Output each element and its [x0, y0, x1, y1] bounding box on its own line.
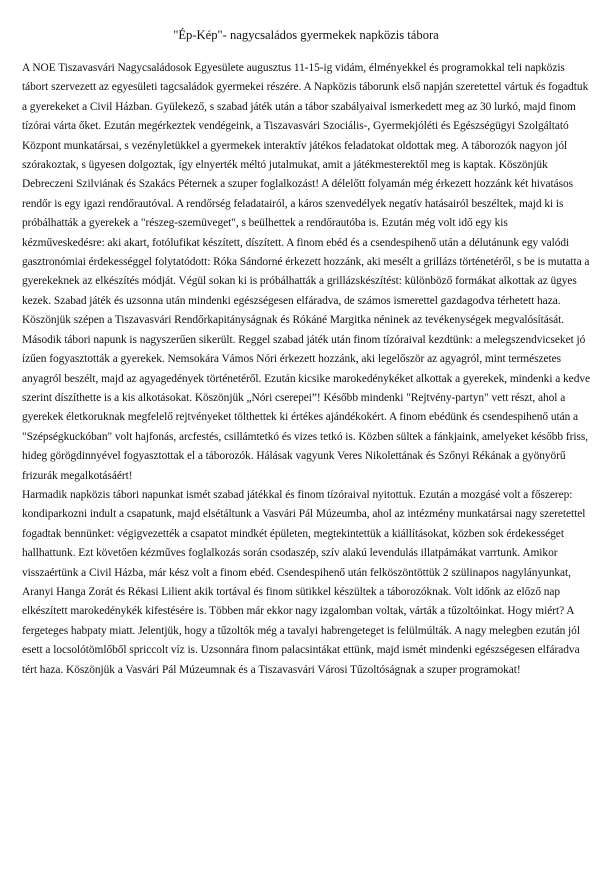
paragraph-day-1: A NOE Tiszavasvári Nagycsaládosok Egyesülete augusztus 11-15-ig vidám, élményekkel és programokkal teli napközis tábort szervezett az egyesületi tagcsaládok gyermekei részére. A Napközis táborunk első napján szeretettel vártuk és fogadtuk a gyerekeket a Civil Házban. Gyülekező, s szabad játék után a tábor szabályaival ismerkedett meg az 30 lurkó, majd finom tízórai várta őket. Ezután megérkeztek vendégeink, a Tiszavasvári Szociális-, Gyermekjóléti és Egészségügyi Szolgáltató Központ munkatársai, s vezényletükkel a gyermekek interaktív játékos feladatokat oldottak meg. A táborozók nagyon jól szórakoztak, s ügyesen dolgoztak, így elnyerték méltó jutalmukat, amit a játékmesterektől meg is kaptak. Köszönjük Debreczeni Szilviának és Szakács Péternek a szuper foglalkozást! A délelőtt folyamán még érkezett hozzánk két hivatásos rendőr is egy igazi rendőrautóval. A rendőrség feladatairól, a káros szenvedélyek negatív hatásairól beszéltek, majd ki is próbálhatták a gyerekek a "részeg-szemüveget", s beülhettek a rendőrautóba is. Ezután még volt idő egy kis kézműveskedésre: aki akart, fotólufikat készített, díszített. A finom ebéd és a csendespihenő után a délutánunk egy valódi gasztronómiai érdekességgel folytatódott: Róka Sándorné érkezett hozzánk, aki mesélt a grillázs történetéről, s be is mutatta a gyerekeknek az elkészítés módját. Végül sokan ki is próbálhatták a grillázskészítést: különböző formákat alkottak az ügyes kezek. Szabad játék és uzsonna után mindenki egészségesen elfáradva, de számos ismerettel gazdagodva térhetett haza. Köszönjük szépen a Tiszavasvári Rendőrkapitányságnak és Rókáné Margitka néninek az tevékenységek megvalósítását.: [22, 62, 590, 327]
document-title: "Ép-Kép"- nagycsaládos gyermekek napközis tábora: [173, 28, 439, 42]
paragraph-day-2: Második tábori napunk is nagyszerűen sikerült. Reggel szabad játék után finom tízóraival kezdtünk: a melegszendvicseket jó ízűen fogyasztották a gyerekek. Nemsokára Vámos Nóri érkezett hozzánk, aki legelőször az agyagról, mint természetes anyagról beszélt, majd az agyagedények történetéről. Ezután kicsike marokedénykéket alkottak a gyerekek, mindenki a kedve szerint díszíthette is a kis alkotásokat. Köszönjük „Nóri cserepei”! Később mindenki "Rejtvény-partyn" vett részt, ahol a gyerekek életkoruknak megfelelő rejtvényeket tölthettek ki értékes ajándékokért. A finom ebédünk és csendespihenő után a "Szépségkuckóban" volt hajfonás, arcfestés, csillámtetkó és vizes tetkó is. Közben sültek a fánkjaink, amelyeket később friss, hideg görögdinnyével fogyasztottak el a táborozók. Hálásak vagyunk Veres Nikolettának és Szőnyi Rékának a gyönyörű frizurák megalkotásáért!: [22, 333, 590, 482]
paragraph-day-3: Harmadik napközis tábori napunkat ismét szabad játékkal és finom tízóraival nyitottuk. Ezután a mozgásé volt a főszerep: kondiparkozni indult a csapatunk, majd elsétáltunk a Vasvári Pál Múzeumba, ahol az intézmény munkatársai nagy szeretettel fogadtak bennünket: végigvezették a csapatot mindkét épületen, megtekintettük a kiállításokat, közben sok érdekességet hallhattunk. Ezt követően kézműves foglalkozás során csodaszép, szív alakú levendulás illatpámákat varrtunk. Amikor visszaértünk a Civil Házba, már kész volt a finom ebéd. Csendespihenő után felköszöntöttük 2 szülinapos nagylányunkat, Aranyi Hanga Zorát és Rékasi Lilient akik tortával és finom sütikkel készültek a táborozóknak. Volt időnk az előző nap elkészített marokedénykék kifestésére is. Többen már ekkor nagy izgalomban voltak, várták a tűzoltóinkat. Hogy miért? A fergeteges habpaty miatt. Jelentjük, hogy a tűzoltók még a tavalyi habrengeteget is felülmúlták. A nagy melegben ezután jól esett a locsolótömlőből spriccolt víz is. Uzsonnára finom palacsintákat ettünk, majd ismét mindenki egészségesen elfáradva tért haza. Köszönjük a Vasvári Pál Múzeumnak és a Tiszavasvári Városi Tűzoltóságnak a szuper programokat!: [22, 488, 586, 676]
document-page: [22, 27, 590, 680]
